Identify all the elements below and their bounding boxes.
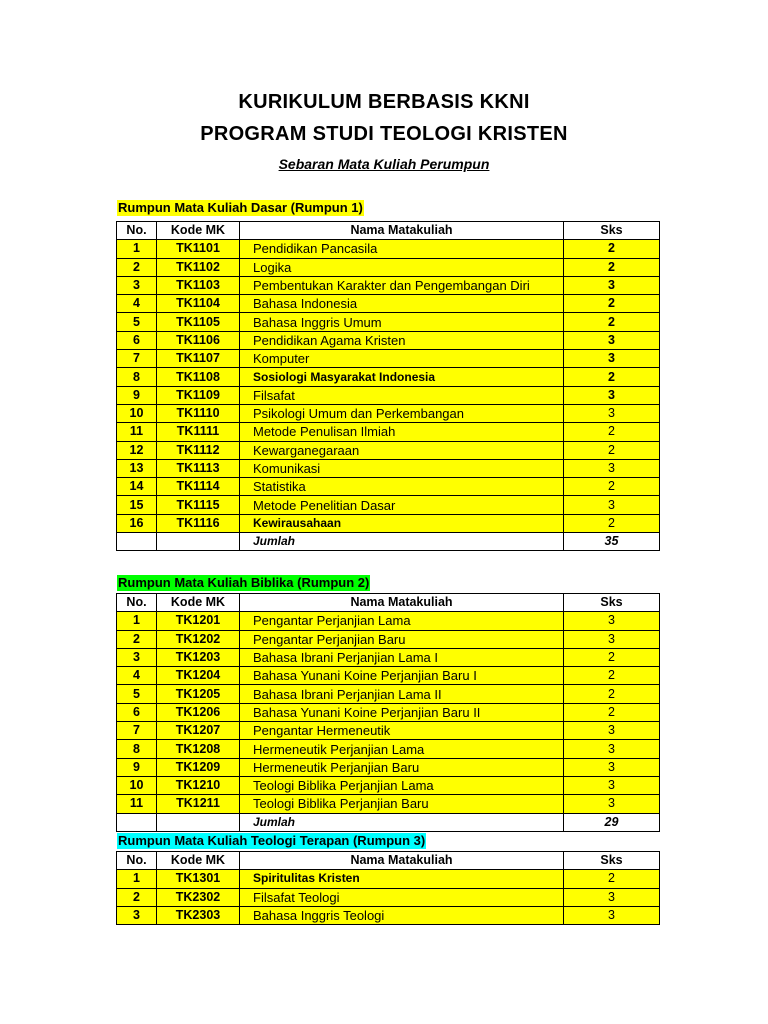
course-name: Bahasa Ibrani Perjanjian Lama II (240, 685, 564, 703)
section-label-rumpun-1: Rumpun Mata Kuliah Dasar (Rumpun 1) (118, 200, 363, 215)
total-value: 35 (564, 533, 660, 551)
course-name: Teologi Biblika Perjanjian Lama (240, 776, 564, 794)
row-number: 2 (117, 630, 157, 648)
row-number: 5 (117, 313, 157, 331)
course-name: Bahasa Yunani Koine Perjanjian Baru II (240, 703, 564, 721)
course-name: Komputer (240, 350, 564, 368)
course-name: Bahasa Inggris Umum (240, 313, 564, 331)
row-number: 6 (117, 703, 157, 721)
course-code: TK1110 (157, 404, 240, 422)
table-row (117, 740, 660, 758)
page-title-line-2: PROGRAM STUDI TEOLOGI KRISTEN (200, 123, 568, 145)
course-code: TK1211 (157, 795, 240, 813)
row-number: 15 (117, 496, 157, 514)
course-code: TK1204 (157, 667, 240, 685)
header-nama: Nama Matakuliah (240, 594, 564, 612)
section-label-rumpun-2: Rumpun Mata Kuliah Biblika (Rumpun 2) (118, 575, 370, 590)
row-number: 7 (117, 722, 157, 740)
table-row (117, 514, 660, 532)
row-number: 9 (117, 758, 157, 776)
course-name: Pengantar Hermeneutik (240, 722, 564, 740)
course-credits: 2 (564, 667, 660, 685)
table-row (117, 870, 660, 888)
table-row (117, 240, 660, 258)
course-code: TK1114 (157, 478, 240, 496)
course-credits: 3 (564, 459, 660, 477)
course-name: Bahasa Indonesia (240, 295, 564, 313)
row-number: 10 (117, 776, 157, 794)
total-blank-kode (157, 533, 240, 551)
table-row (117, 496, 660, 514)
header-sks: Sks (564, 594, 660, 612)
table-body (117, 612, 660, 832)
course-credits: 2 (564, 703, 660, 721)
table-row (117, 722, 660, 740)
course-code: TK2302 (157, 888, 240, 906)
course-table-rumpun-2 (116, 593, 660, 832)
table-row (117, 459, 660, 477)
course-credits: 3 (564, 276, 660, 294)
table-row (117, 648, 660, 666)
row-number: 2 (117, 888, 157, 906)
course-credits: 3 (564, 740, 660, 758)
course-credits: 2 (564, 648, 660, 666)
course-table-rumpun-3 (116, 851, 660, 925)
table-row (117, 478, 660, 496)
course-credits: 2 (564, 423, 660, 441)
course-code: TK1113 (157, 459, 240, 477)
course-code: TK1112 (157, 441, 240, 459)
table-row (117, 331, 660, 349)
table-row (117, 703, 660, 721)
course-code: TK1202 (157, 630, 240, 648)
course-credits: 3 (564, 722, 660, 740)
table-body (117, 240, 660, 551)
table-row (117, 295, 660, 313)
header-kode: Kode MK (157, 852, 240, 870)
course-name: Pengantar Perjanjian Baru (240, 630, 564, 648)
course-credits: 3 (564, 630, 660, 648)
course-credits: 3 (564, 496, 660, 514)
course-name: Metode Penulisan Ilmiah (240, 423, 564, 441)
row-number: 11 (117, 423, 157, 441)
course-name: Komunikasi (240, 459, 564, 477)
row-number: 6 (117, 331, 157, 349)
row-number: 1 (117, 612, 157, 630)
course-credits: 2 (564, 514, 660, 532)
course-credits: 3 (564, 404, 660, 422)
header-no: No. (117, 852, 157, 870)
course-credits: 2 (564, 295, 660, 313)
header-no: No. (117, 594, 157, 612)
table-row (117, 441, 660, 459)
header-kode: Kode MK (157, 222, 240, 240)
total-value: 29 (564, 813, 660, 831)
course-credits: 2 (564, 685, 660, 703)
course-credits: 2 (564, 870, 660, 888)
course-credits: 2 (564, 313, 660, 331)
course-code: TK1116 (157, 514, 240, 532)
total-label: Jumlah (240, 533, 564, 551)
course-code: TK1207 (157, 722, 240, 740)
table-row (117, 685, 660, 703)
course-credits: 3 (564, 350, 660, 368)
row-number: 16 (117, 514, 157, 532)
course-name: Pembentukan Karakter dan Pengembangan Diri (240, 276, 564, 294)
course-code: TK1102 (157, 258, 240, 276)
row-number: 4 (117, 667, 157, 685)
row-number: 10 (117, 404, 157, 422)
course-name: Filsafat (240, 386, 564, 404)
header-nama: Nama Matakuliah (240, 222, 564, 240)
row-number: 12 (117, 441, 157, 459)
course-credits: 3 (564, 888, 660, 906)
course-code: TK1101 (157, 240, 240, 258)
table-row (117, 906, 660, 924)
table-row (117, 667, 660, 685)
course-credits: 3 (564, 386, 660, 404)
row-number: 2 (117, 258, 157, 276)
course-name: Filsafat Teologi (240, 888, 564, 906)
course-credits: 2 (564, 441, 660, 459)
course-name: Pengantar Perjanjian Lama (240, 612, 564, 630)
header-sks: Sks (564, 222, 660, 240)
course-name: Bahasa Inggris Teologi (240, 906, 564, 924)
row-number: 14 (117, 478, 157, 496)
course-name: Pendidikan Agama Kristen (240, 331, 564, 349)
course-name: Metode Penelitian Dasar (240, 496, 564, 514)
course-credits: 3 (564, 331, 660, 349)
course-name: Pendidikan Pancasila (240, 240, 564, 258)
table-row (117, 258, 660, 276)
total-blank-kode (157, 813, 240, 831)
course-credits: 2 (564, 368, 660, 386)
course-credits: 2 (564, 478, 660, 496)
row-number: 7 (117, 350, 157, 368)
course-code: TK1111 (157, 423, 240, 441)
course-code: TK1301 (157, 870, 240, 888)
row-number: 8 (117, 740, 157, 758)
table-row (117, 758, 660, 776)
course-code: TK1106 (157, 331, 240, 349)
table-header-row (117, 852, 660, 870)
table-row (117, 276, 660, 294)
table-header-row (117, 222, 660, 240)
row-number: 1 (117, 870, 157, 888)
course-code: TK1209 (157, 758, 240, 776)
row-number: 5 (117, 685, 157, 703)
table-row (117, 368, 660, 386)
course-code: TK1105 (157, 313, 240, 331)
row-number: 8 (117, 368, 157, 386)
course-code: TK1103 (157, 276, 240, 294)
course-name: Bahasa Yunani Koine Perjanjian Baru I (240, 667, 564, 685)
row-number: 3 (117, 906, 157, 924)
course-code: TK1107 (157, 350, 240, 368)
header-nama: Nama Matakuliah (240, 852, 564, 870)
table-row (117, 776, 660, 794)
course-code: TK1201 (157, 612, 240, 630)
table-header-row (117, 594, 660, 612)
total-label: Jumlah (240, 813, 564, 831)
row-number: 3 (117, 648, 157, 666)
table-row (117, 888, 660, 906)
course-credits: 3 (564, 776, 660, 794)
table-total-row (117, 533, 660, 551)
course-code: TK1210 (157, 776, 240, 794)
total-blank-no (117, 533, 157, 551)
row-number: 3 (117, 276, 157, 294)
course-code: TK2303 (157, 906, 240, 924)
course-code: TK1203 (157, 648, 240, 666)
course-credits: 2 (564, 258, 660, 276)
course-name: Statistika (240, 478, 564, 496)
course-name: Hermeneutik Perjanjian Baru (240, 758, 564, 776)
course-credits: 3 (564, 758, 660, 776)
course-name: Kewarganegaraan (240, 441, 564, 459)
course-table-rumpun-1 (116, 221, 660, 551)
table-row (117, 404, 660, 422)
table-body (117, 870, 660, 925)
page-title: KURIKULUM BERBASIS KKNI (238, 91, 530, 113)
row-number: 4 (117, 295, 157, 313)
course-code: TK1205 (157, 685, 240, 703)
header-kode: Kode MK (157, 594, 240, 612)
row-number: 11 (117, 795, 157, 813)
course-name: Hermeneutik Perjanjian Lama (240, 740, 564, 758)
page-subtitle: Sebaran Mata Kuliah Perumpun (278, 156, 490, 172)
row-number: 1 (117, 240, 157, 258)
course-code: TK1208 (157, 740, 240, 758)
header-sks: Sks (564, 852, 660, 870)
course-name: Sosiologi Masyarakat Indonesia (240, 368, 564, 386)
course-credits: 3 (564, 906, 660, 924)
course-credits: 3 (564, 612, 660, 630)
table-row (117, 795, 660, 813)
table-row (117, 630, 660, 648)
row-number: 13 (117, 459, 157, 477)
header-no: No. (117, 222, 157, 240)
course-name: Kewirausahaan (240, 514, 564, 532)
course-credits: 2 (564, 240, 660, 258)
course-code: TK1104 (157, 295, 240, 313)
course-code: TK1108 (157, 368, 240, 386)
row-number: 9 (117, 386, 157, 404)
section-label-rumpun-3: Rumpun Mata Kuliah Teologi Terapan (Rumpun 3) (118, 833, 426, 848)
table-row (117, 423, 660, 441)
course-name: Teologi Biblika Perjanjian Baru (240, 795, 564, 813)
course-code: TK1115 (157, 496, 240, 514)
course-code: TK1109 (157, 386, 240, 404)
table-row (117, 350, 660, 368)
course-name: Spiritulitas Kristen (240, 870, 564, 888)
course-name: Psikologi Umum dan Perkembangan (240, 404, 564, 422)
table-row (117, 612, 660, 630)
course-code: TK1206 (157, 703, 240, 721)
total-blank-no (117, 813, 157, 831)
course-name: Logika (240, 258, 564, 276)
course-credits: 3 (564, 795, 660, 813)
table-row (117, 313, 660, 331)
table-total-row (117, 813, 660, 831)
course-name: Bahasa Ibrani Perjanjian Lama I (240, 648, 564, 666)
table-row (117, 386, 660, 404)
